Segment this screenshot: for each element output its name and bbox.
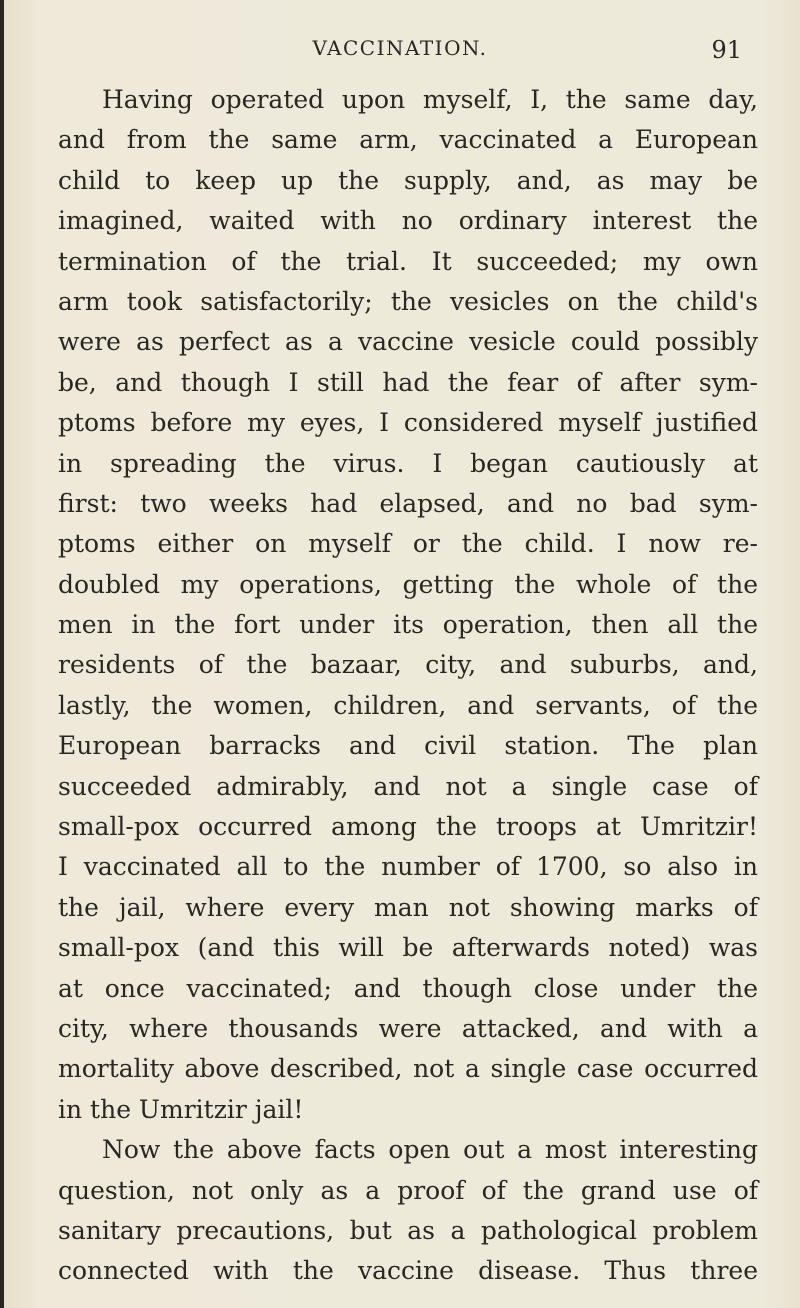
text-line: Now the above facts open out a most interesting [102, 1135, 758, 1165]
page-edge-shadow [0, 0, 4, 1308]
text-line: doubled my operations, getting the whole of the [58, 569, 758, 599]
text-line: small-pox occurred among the troops at Umritzir! [58, 812, 758, 842]
page-number: 91 [711, 36, 742, 64]
text-line: in spreading the virus. I began cautiously at [58, 448, 758, 478]
text-line: mortality above described, not a single case occurred [58, 1054, 758, 1084]
text-line: be, and though I still had the fear of after sym- [58, 367, 758, 397]
text-line: child to keep up the supply, and, as may be [58, 165, 758, 195]
running-header [0, 28, 800, 68]
text-line: first: two weeks had elapsed, and no bad sym- [58, 488, 758, 518]
text-line: city, where thousands were attacked, and with a [58, 1013, 758, 1043]
text-line: arm took satisfactorily; the vesicles on the child's [58, 286, 758, 316]
text-line: at once vaccinated; and though close under the [58, 973, 758, 1003]
text-line: were as perfect as a vaccine vesicle could possibly [58, 327, 758, 357]
text-line: question, not only as a proof of the grand use of [58, 1175, 758, 1205]
text-line: the jail, where every man not showing marks of [58, 892, 758, 922]
text-line: ptoms either on myself or the child. I now re- [58, 529, 758, 559]
text-line: ptoms before my eyes, I considered myself justified [58, 408, 758, 438]
running-title: VACCINATION. [312, 36, 488, 60]
text-line: sanitary precautions, but as a pathological problem [58, 1215, 758, 1245]
text-line: men in the fort under its operation, then all the [58, 610, 758, 640]
text-line: I vaccinated all to the number of 1700, so also in [58, 852, 758, 882]
text-line: residents of the bazaar, city, and suburbs, and, [58, 650, 758, 680]
text-line: termination of the trial. It succeeded; my own [58, 246, 758, 276]
text-line: connected with the vaccine disease. Thus three [58, 1256, 758, 1286]
text-line: Having operated upon myself, I, the same day, [102, 85, 758, 114]
text-line: succeeded admirably, and not a single case of [58, 771, 758, 801]
text-line: in the Umritzir jail! [58, 1094, 304, 1124]
text-line: European barracks and civil station. The plan [58, 731, 758, 761]
text-line: small-pox (and this will be afterwards noted) was [58, 933, 758, 963]
body-text [58, 80, 758, 1292]
text-line: lastly, the women, children, and servants, of the [58, 690, 758, 720]
text-line: and from the same arm, vaccinated a European [58, 125, 758, 155]
text-line: imagined, waited with no ordinary interest the [58, 206, 758, 236]
